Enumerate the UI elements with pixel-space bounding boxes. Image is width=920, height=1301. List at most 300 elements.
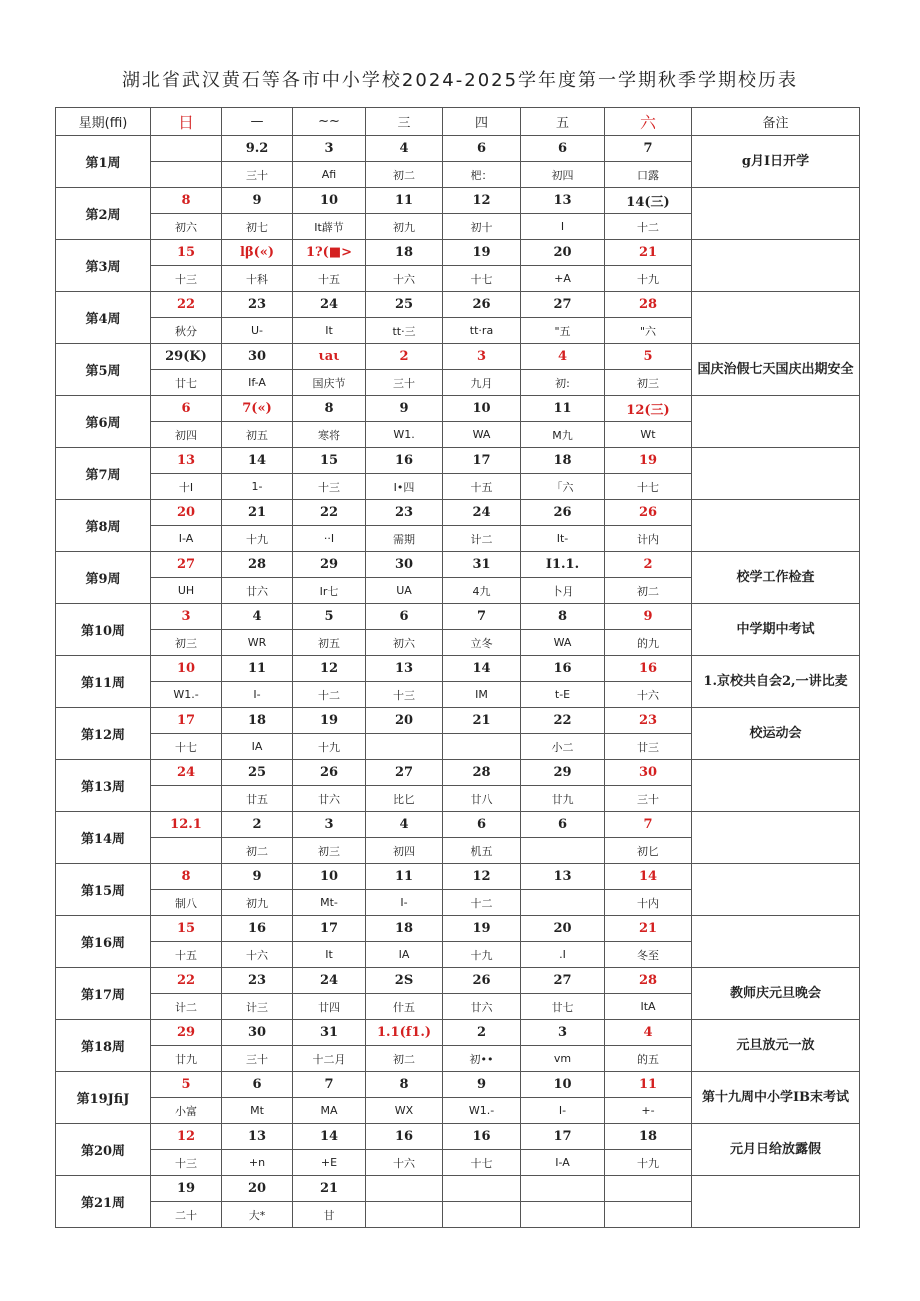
day-lunar-cell (443, 734, 521, 760)
day-lunar-cell: 廿九 (521, 786, 605, 812)
day-lunar-cell: 秋分 (151, 318, 222, 344)
week-label: 第6周 (56, 396, 151, 448)
day-lunar-cell (366, 734, 443, 760)
day-lunar-cell: I-A (151, 526, 222, 552)
day-lunar-cell: 国庆节 (293, 370, 366, 396)
day-date-cell: 23 (222, 968, 293, 994)
day-date-cell: 29(K) (151, 344, 222, 370)
day-lunar-cell: 初二 (605, 578, 692, 604)
day-lunar-cell: 卜月 (521, 578, 605, 604)
day-date-cell: 17 (521, 1124, 605, 1150)
day-date-cell: 10 (151, 656, 222, 682)
week-note (692, 292, 860, 344)
week-label: 第9周 (56, 552, 151, 604)
day-lunar-cell: 寒将 (293, 422, 366, 448)
week-date-row (56, 344, 860, 370)
week-date-row (56, 292, 860, 318)
day-date-cell: 31 (293, 1020, 366, 1046)
page-title: 湖北省武汉黄石等各市中小学校2024-2025学年度第一学期秋季学期校历表 (121, 70, 799, 91)
day-date-cell: 27 (366, 760, 443, 786)
day-lunar-cell: 廿五 (222, 786, 293, 812)
day-lunar-cell: I (521, 214, 605, 240)
day-date-cell: 24 (293, 292, 366, 318)
day-lunar-cell: WX (366, 1098, 443, 1124)
day-lunar-cell: 初二 (366, 162, 443, 188)
day-date-cell: 12 (443, 864, 521, 890)
day-lunar-cell: 十二 (293, 682, 366, 708)
week-note: 第十九周中小学IB末考试 (692, 1072, 860, 1124)
day-date-cell: 23 (222, 292, 293, 318)
day-lunar-cell: Ir七 (293, 578, 366, 604)
week-date-row (56, 396, 860, 422)
day-lunar-cell: 杷： (443, 162, 521, 188)
day-date-cell: 10 (443, 396, 521, 422)
day-lunar-cell: 初匕 (605, 838, 692, 864)
day-lunar-cell: 十科 (222, 266, 293, 292)
day-lunar-cell: WR (222, 630, 293, 656)
week-note: 元旦放元一放 (692, 1020, 860, 1072)
day-date-cell: 20 (521, 916, 605, 942)
day-lunar-cell: .I (521, 942, 605, 968)
day-date-cell: 25 (366, 292, 443, 318)
day-date-cell: 17 (151, 708, 222, 734)
day-date-cell: 4 (222, 604, 293, 630)
week-date-row (56, 760, 860, 786)
day-lunar-cell: 初四 (366, 838, 443, 864)
day-date-cell: 24 (151, 760, 222, 786)
day-lunar-cell: "五 (521, 318, 605, 344)
day-lunar-cell: 十六 (222, 942, 293, 968)
week-label: 第10周 (56, 604, 151, 656)
day-lunar-cell: 三十 (222, 162, 293, 188)
day-lunar-cell: 初三 (605, 370, 692, 396)
day-date-cell: 27 (521, 292, 605, 318)
day-lunar-cell: I-A (521, 1150, 605, 1176)
day-date-cell: 6 (151, 396, 222, 422)
week-date-row (56, 1124, 860, 1150)
day-date-cell: 13 (521, 188, 605, 214)
week-date-row (56, 240, 860, 266)
day-lunar-cell: 初六 (151, 214, 222, 240)
week-date-row (56, 448, 860, 474)
day-date-cell: 26 (521, 500, 605, 526)
day-lunar-cell: 初十 (443, 214, 521, 240)
week-label: 第5周 (56, 344, 151, 396)
day-lunar-cell: IM (443, 682, 521, 708)
day-date-cell: 16 (222, 916, 293, 942)
day-lunar-cell: 1- (222, 474, 293, 500)
day-lunar-cell: I- (366, 890, 443, 916)
day-lunar-cell: 十五 (151, 942, 222, 968)
day-lunar-cell: 三十 (366, 370, 443, 396)
day-lunar-cell: 三十 (222, 1046, 293, 1072)
day-lunar-cell: +E (293, 1150, 366, 1176)
day-lunar-cell: 初三 (293, 838, 366, 864)
week-note (692, 396, 860, 448)
day-lunar-cell: 廿七 (521, 994, 605, 1020)
day-date-cell: 20 (151, 500, 222, 526)
day-date-cell: 30 (222, 1020, 293, 1046)
day-lunar-cell: IA (366, 942, 443, 968)
day-lunar-cell: M九 (521, 422, 605, 448)
day-lunar-cell: tt·ra (443, 318, 521, 344)
day-date-cell: 13 (151, 448, 222, 474)
day-lunar-cell: IA (222, 734, 293, 760)
day-lunar-cell: W1.- (443, 1098, 521, 1124)
day-date-cell: 16 (605, 656, 692, 682)
header-tue: ~~ (293, 108, 366, 136)
day-lunar-cell: 4九 (443, 578, 521, 604)
day-lunar-cell: I- (521, 1098, 605, 1124)
week-label: 第15周 (56, 864, 151, 916)
day-date-cell: 22 (293, 500, 366, 526)
day-lunar-cell: 十三 (293, 474, 366, 500)
week-note (692, 1176, 860, 1228)
week-label: 第21周 (56, 1176, 151, 1228)
day-date-cell: 3 (443, 344, 521, 370)
day-date-cell (443, 1176, 521, 1202)
day-date-cell: 31 (443, 552, 521, 578)
day-date-cell (151, 136, 222, 162)
day-lunar-cell: 廿八 (443, 786, 521, 812)
day-lunar-cell: 廿三 (605, 734, 692, 760)
day-lunar-cell: t-E (521, 682, 605, 708)
day-lunar-cell: 什五 (366, 994, 443, 1020)
day-date-cell: 23 (605, 708, 692, 734)
day-date-cell: 8 (151, 188, 222, 214)
day-date-cell: 21 (443, 708, 521, 734)
week-date-row (56, 916, 860, 942)
week-date-row (56, 708, 860, 734)
day-lunar-cell: WA (443, 422, 521, 448)
day-date-cell: 14 (443, 656, 521, 682)
day-lunar-cell: Wt (605, 422, 692, 448)
header-sun: 日 (151, 108, 222, 136)
day-date-cell: 10 (293, 864, 366, 890)
day-lunar-cell: "六 (605, 318, 692, 344)
day-date-cell: 17 (293, 916, 366, 942)
week-note (692, 864, 860, 916)
week-note (692, 760, 860, 812)
day-date-cell: 27 (521, 968, 605, 994)
day-lunar-cell: 初五 (222, 422, 293, 448)
week-label: 第8周 (56, 500, 151, 552)
week-label: 第16周 (56, 916, 151, 968)
day-date-cell (366, 1176, 443, 1202)
day-lunar-cell: 十六 (366, 266, 443, 292)
week-date-row (56, 1020, 860, 1046)
day-lunar-cell: Mt (222, 1098, 293, 1124)
day-date-cell: 26 (443, 968, 521, 994)
day-lunar-cell: 口露 (605, 162, 692, 188)
day-lunar-cell: 计三 (222, 994, 293, 1020)
day-date-cell: 19 (293, 708, 366, 734)
day-date-cell: 29 (293, 552, 366, 578)
day-date-cell: 6 (222, 1072, 293, 1098)
day-date-cell: 2 (366, 344, 443, 370)
week-note (692, 500, 860, 552)
day-date-cell: 14 (222, 448, 293, 474)
week-label: 第14周 (56, 812, 151, 864)
week-note (692, 916, 860, 968)
day-date-cell: 9.2 (222, 136, 293, 162)
day-date-cell: 16 (443, 1124, 521, 1150)
day-lunar-cell: 廿六 (293, 786, 366, 812)
day-date-cell: 4 (605, 1020, 692, 1046)
day-date-cell: 18 (605, 1124, 692, 1150)
day-date-cell: 9 (222, 864, 293, 890)
day-lunar-cell: 小二 (521, 734, 605, 760)
day-date-cell: 11 (366, 188, 443, 214)
day-lunar-cell: Mt- (293, 890, 366, 916)
day-date-cell: 6 (521, 812, 605, 838)
day-date-cell: 12 (151, 1124, 222, 1150)
day-date-cell: 25 (222, 760, 293, 786)
day-date-cell: 7 (605, 812, 692, 838)
day-lunar-cell: 初七 (222, 214, 293, 240)
day-lunar-cell: +A (521, 266, 605, 292)
day-lunar-cell: 初三 (151, 630, 222, 656)
week-date-row (56, 1072, 860, 1098)
day-date-cell: 4 (521, 344, 605, 370)
day-lunar-cell: It- (521, 526, 605, 552)
day-lunar-cell: 廿六 (222, 578, 293, 604)
day-date-cell: 12(三) (605, 396, 692, 422)
day-lunar-cell: I•四 (366, 474, 443, 500)
day-date-cell (605, 1176, 692, 1202)
day-date-cell: 11 (521, 396, 605, 422)
day-lunar-cell (151, 162, 222, 188)
day-date-cell: 1?(■> (293, 240, 366, 266)
day-lunar-cell: WA (521, 630, 605, 656)
week-note: 教师庆元旦晚会 (692, 968, 860, 1020)
day-date-cell: 9 (443, 1072, 521, 1098)
day-date-cell: 11 (366, 864, 443, 890)
day-date-cell: 19 (151, 1176, 222, 1202)
day-lunar-cell: 十七 (605, 474, 692, 500)
day-lunar-cell: 十二 (443, 890, 521, 916)
day-date-cell: 12.1 (151, 812, 222, 838)
day-date-cell: 6 (521, 136, 605, 162)
day-date-cell: 21 (222, 500, 293, 526)
week-label: 第17周 (56, 968, 151, 1020)
day-date-cell: 6 (366, 604, 443, 630)
day-date-cell: 20 (521, 240, 605, 266)
day-date-cell: 20 (222, 1176, 293, 1202)
day-lunar-cell: 十I (151, 474, 222, 500)
day-lunar-cell: 机五 (443, 838, 521, 864)
day-lunar-cell: It (293, 318, 366, 344)
header-row (56, 108, 860, 136)
day-date-cell: 8 (293, 396, 366, 422)
day-lunar-cell: vm (521, 1046, 605, 1072)
day-lunar-cell (366, 1202, 443, 1228)
week-note (692, 188, 860, 240)
day-date-cell: 30 (222, 344, 293, 370)
day-date-cell: 10 (293, 188, 366, 214)
day-date-cell: 3 (151, 604, 222, 630)
header-sat: 六 (605, 108, 692, 136)
header-notes: 备注 (692, 108, 860, 136)
day-lunar-cell: 初五 (293, 630, 366, 656)
day-date-cell: 11 (605, 1072, 692, 1098)
day-lunar-cell: ··I (293, 526, 366, 552)
day-lunar-cell: Afi (293, 162, 366, 188)
week-label: 第20周 (56, 1124, 151, 1176)
day-date-cell: 6 (443, 136, 521, 162)
day-date-cell: 3 (293, 812, 366, 838)
day-lunar-cell: 冬至 (605, 942, 692, 968)
day-lunar-cell: 十九 (293, 734, 366, 760)
week-date-row (56, 812, 860, 838)
day-date-cell: 9 (605, 604, 692, 630)
day-date-cell: 8 (151, 864, 222, 890)
day-lunar-cell: ItA (605, 994, 692, 1020)
day-date-cell: 26 (443, 292, 521, 318)
day-lunar-cell: 十九 (443, 942, 521, 968)
day-lunar-cell: 的九 (605, 630, 692, 656)
day-lunar-cell: 十九 (605, 266, 692, 292)
week-note: 校运动会 (692, 708, 860, 760)
day-date-cell: 6 (443, 812, 521, 838)
day-date-cell: 16 (366, 448, 443, 474)
day-date-cell: 4 (366, 812, 443, 838)
header-wed: 三 (366, 108, 443, 136)
week-date-row (56, 604, 860, 630)
day-date-cell: 2 (605, 552, 692, 578)
day-lunar-cell: 比匕 (366, 786, 443, 812)
day-date-cell: 14 (293, 1124, 366, 1150)
week-date-row (56, 1176, 860, 1202)
week-date-row (56, 500, 860, 526)
day-date-cell: 15 (151, 916, 222, 942)
day-lunar-cell: 计内 (605, 526, 692, 552)
week-label: 第4周 (56, 292, 151, 344)
day-lunar-cell: 十三 (151, 266, 222, 292)
day-date-cell: 28 (222, 552, 293, 578)
day-date-cell: 26 (293, 760, 366, 786)
day-lunar-cell: 九月 (443, 370, 521, 396)
day-lunar-cell: 立冬 (443, 630, 521, 656)
day-lunar-cell: 初四 (151, 422, 222, 448)
day-date-cell: 13 (521, 864, 605, 890)
week-label: 第12周 (56, 708, 151, 760)
day-date-cell (521, 1176, 605, 1202)
day-lunar-cell (151, 786, 222, 812)
day-date-cell: 27 (151, 552, 222, 578)
day-lunar-cell: 廿九 (151, 1046, 222, 1072)
day-lunar-cell (521, 890, 605, 916)
day-date-cell: 2S (366, 968, 443, 994)
week-note: 国庆治假七天国庆出期安全 (692, 344, 860, 396)
day-lunar-cell: 十七 (443, 266, 521, 292)
day-lunar-cell: 廿四 (293, 994, 366, 1020)
week-note: 1.京校共自会2,一讲比麦 (692, 656, 860, 708)
day-date-cell: 21 (605, 916, 692, 942)
day-lunar-cell: 大* (222, 1202, 293, 1228)
day-date-cell: 19 (443, 240, 521, 266)
day-date-cell: 29 (151, 1020, 222, 1046)
day-date-cell: 24 (293, 968, 366, 994)
day-date-cell: 22 (521, 708, 605, 734)
day-lunar-cell (443, 1202, 521, 1228)
day-date-cell: 4 (366, 136, 443, 162)
day-lunar-cell: 十三 (366, 682, 443, 708)
day-date-cell: lβ(«) (222, 240, 293, 266)
day-date-cell: 30 (366, 552, 443, 578)
day-date-cell: 15 (151, 240, 222, 266)
header-week: 星期(ffi) (56, 108, 151, 136)
day-date-cell: 21 (293, 1176, 366, 1202)
day-date-cell: 22 (151, 968, 222, 994)
week-label: 第19JfiJ (56, 1072, 151, 1124)
day-date-cell: 3 (293, 136, 366, 162)
day-lunar-cell: 三十 (605, 786, 692, 812)
day-date-cell: ιaι (293, 344, 366, 370)
day-date-cell: 24 (443, 500, 521, 526)
week-label: 第11周 (56, 656, 151, 708)
day-date-cell: 1.1(f1.) (366, 1020, 443, 1046)
day-lunar-cell: It薜节 (293, 214, 366, 240)
day-date-cell: 5 (293, 604, 366, 630)
day-lunar-cell: U- (222, 318, 293, 344)
day-lunar-cell: 初九 (366, 214, 443, 240)
day-date-cell: I1.1. (521, 552, 605, 578)
week-note: 校学工作检査 (692, 552, 860, 604)
day-date-cell: 18 (521, 448, 605, 474)
header-thu: 四 (443, 108, 521, 136)
day-date-cell: 28 (443, 760, 521, 786)
day-lunar-cell: 十五 (443, 474, 521, 500)
week-note: 元月日给放露假 (692, 1124, 860, 1176)
week-label: 第2周 (56, 188, 151, 240)
day-date-cell: 5 (151, 1072, 222, 1098)
day-lunar-cell: 计二 (151, 994, 222, 1020)
day-lunar-cell: 二十 (151, 1202, 222, 1228)
day-date-cell: 18 (222, 708, 293, 734)
day-lunar-cell: 初•• (443, 1046, 521, 1072)
day-date-cell: 2 (222, 812, 293, 838)
week-date-row (56, 136, 860, 162)
day-date-cell: 8 (366, 1072, 443, 1098)
day-lunar-cell: 十内 (605, 890, 692, 916)
day-date-cell: 13 (222, 1124, 293, 1150)
day-date-cell: 28 (605, 968, 692, 994)
day-date-cell: 17 (443, 448, 521, 474)
day-lunar-cell (151, 838, 222, 864)
day-date-cell: 15 (293, 448, 366, 474)
calendar-table (55, 107, 860, 1228)
day-date-cell: 16 (366, 1124, 443, 1150)
day-date-cell: 19 (443, 916, 521, 942)
day-lunar-cell: If-A (222, 370, 293, 396)
day-date-cell: 18 (366, 916, 443, 942)
header-mon: — (222, 108, 293, 136)
week-label: 第7周 (56, 448, 151, 500)
week-note: g月I日开学 (692, 136, 860, 188)
day-lunar-cell: UA (366, 578, 443, 604)
week-label: 第3周 (56, 240, 151, 292)
day-date-cell: 22 (151, 292, 222, 318)
week-date-row (56, 188, 860, 214)
day-lunar-cell: 初六 (366, 630, 443, 656)
day-lunar-cell: 十七 (443, 1150, 521, 1176)
day-date-cell: 2 (443, 1020, 521, 1046)
day-date-cell: 20 (366, 708, 443, 734)
day-date-cell: 7(«) (222, 396, 293, 422)
day-lunar-cell: 十九 (222, 526, 293, 552)
day-date-cell: 14(三) (605, 188, 692, 214)
